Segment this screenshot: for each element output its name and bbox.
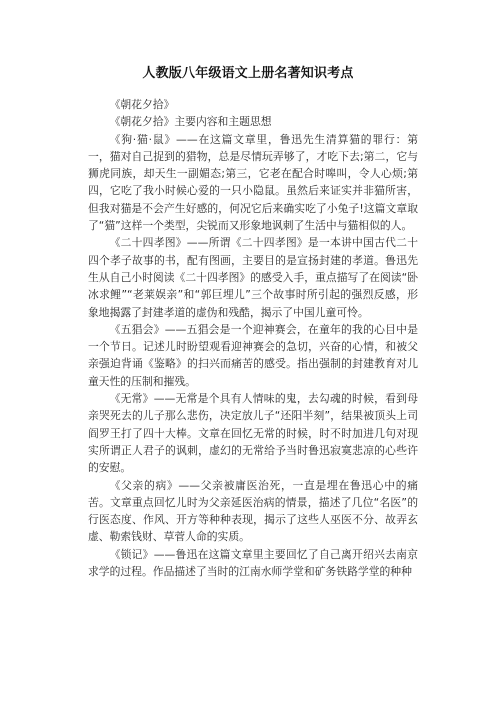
paragraph-dog-cat-mouse: 《狗·猫·鼠》——在这篇文章里，鲁迅先生清算猫的罪行：第一，猫对自己捉到的猎物，总是尽情玩弄够了，才吃下去;第二，它与狮虎同族，却天生一副媚态;第三，它老在配合时嗥叫，令人心烦;第四，它吃了我小时候心爱的一只小隐鼠。虽然后来证实并非猫所害，但我对猫是不会产生好感的，何况它后来确实吃了小兔子!这篇文章取了“猫”这样一个类型，尖锐而又形象地讽刺了生活中与猫相似的人。 — [88, 132, 418, 233]
paragraph-wuchang-fair: 《五猖会》——五猖会是一个迎神赛会，在童年的我的心目中是一个节日。记述儿时盼望观看迎神赛会的急切，兴奋的心情，和被父亲强迫背诵《鉴略》的扫兴而痛苦的感受。指出强制的封建教育对儿童天性的压制和摧残。 — [88, 322, 418, 388]
document-body — [88, 96, 418, 580]
paragraph-suoji: 《锁记》——鲁迅在这篇文章里主要回忆了自己离开绍兴去南京求学的过程。作品描述了当时的江南水师学堂和矿务铁路学堂的种种 — [88, 547, 418, 579]
paragraph-twenty-four-filial: 《二十四孝图》——所谓《二十四孝图》是一本讲中国古代二十四个孝子故事的书，配有图画，主要目的是宣扬封建的孝道。鲁迅先生从自己小时阅读《二十四孝图》的感受入手，重点描写了在阅读“卧冰求鲤”“老莱娱亲”和“郭巨埋儿”三个故事时所引起的强烈反感，形象地揭露了封建孝道的虚伪和残酷，揭示了中国儿童可怜。 — [88, 236, 418, 319]
section-heading: 《朝花夕拾》主要内容和主题思想 — [109, 115, 272, 129]
document-title: 人教版八年级语文上册名著知识考点 — [142, 66, 354, 81]
book-title-heading: 《朝花夕拾》 — [109, 98, 175, 111]
paragraph-wuchang: 《无常》——无常是个具有人情味的鬼，去勾魂的时候，看到母亲哭死去的儿子那么悲伤，决定放儿子“还阳半刻”，结果被顶头上司阎罗王打了四十大棒。文章在回忆无常的时候，时不时加进几句对现实所谓正人君子的讽刺，虚幻的无常给予当时鲁迅寂寞悲凉的心些许的安慰。 — [88, 392, 418, 475]
paragraph-fathers-illness: 《父亲的病》——父亲被庸医治死，一直是埋在鲁迅心中的痛苦。文章重点回忆儿时为父亲延医治病的情景，描述了几位“名医”的行医态度、作风、开方等种种表现，揭示了这些人巫医不分、故弄玄虚、勒索钱财、草菅人命的实质。 — [88, 478, 418, 544]
